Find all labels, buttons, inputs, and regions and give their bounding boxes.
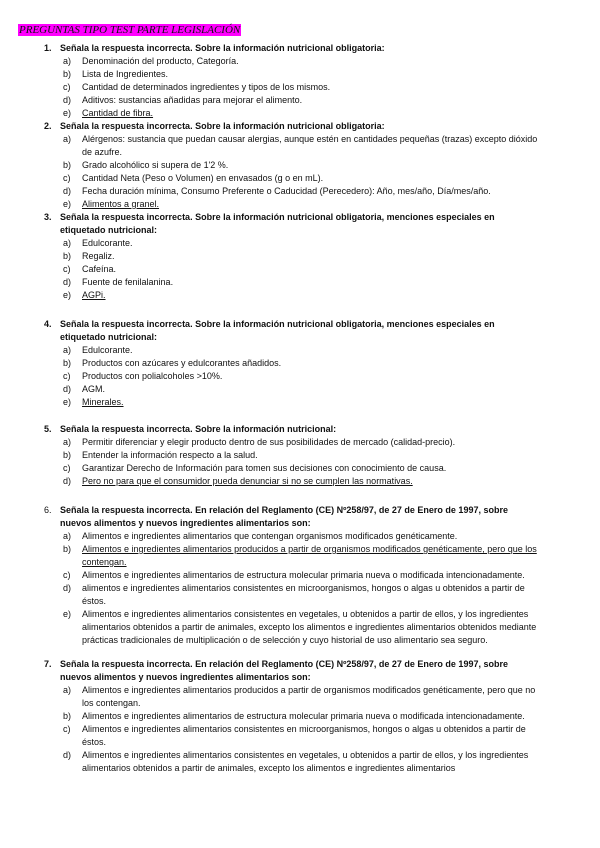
question-stem <box>0 120 540 133</box>
question-stem <box>0 423 540 436</box>
page-title: PREGUNTAS TIPO TEST PARTE LEGISLACIÓN <box>19 24 241 36</box>
option-item <box>0 133 546 159</box>
option-item <box>0 543 546 569</box>
option-text: Minerales. <box>82 397 124 407</box>
option-letter: a) <box>63 345 72 355</box>
question-text: Señala la respuesta incorrecta. Sobre la información nutricional: <box>60 424 337 434</box>
question-stem <box>0 42 540 55</box>
option-item <box>0 263 546 276</box>
option-item <box>0 357 546 370</box>
option-letter: c) <box>63 82 71 92</box>
option-letter: e) <box>63 290 72 300</box>
option-text: Entender la información respecto a la salud. <box>82 450 258 460</box>
option-item <box>0 710 546 723</box>
option-item <box>0 608 546 647</box>
option-letter: d) <box>63 583 72 593</box>
option-letter: d) <box>63 95 72 105</box>
option-text: Alérgenos: sustancia que puedan causar alergias, aunque estén en cantidades pequeñas (trazas) excepto dióxido de azufre. <box>82 134 538 157</box>
option-item <box>0 55 546 68</box>
option-letter: c) <box>63 371 71 381</box>
option-letter: d) <box>63 476 72 486</box>
question-number: 4. <box>44 319 52 329</box>
option-item <box>0 198 546 211</box>
question-2 <box>0 120 600 211</box>
option-letter: a) <box>63 56 72 66</box>
option-item <box>0 449 546 462</box>
option-item <box>0 723 546 749</box>
option-item <box>0 68 546 81</box>
question-stem <box>0 504 540 530</box>
question-text: Señala la respuesta incorrecta. Sobre la información nutricional obligatoria, menciones especiales en etiquetado nutricional: <box>60 212 495 235</box>
option-letter: c) <box>63 724 71 734</box>
option-letter: b) <box>63 69 72 79</box>
option-text: Productos con polialcoholes >10%. <box>82 371 223 381</box>
question-text: Señala la respuesta incorrecta. Sobre la información nutricional obligatoria: <box>60 121 385 131</box>
option-text: Garantizar Derecho de Información para tomen sus decisiones con conocimiento de causa. <box>82 463 447 473</box>
option-text: Alimentos e ingredientes alimentarios de estructura molecular primaria nueva o modificada intencionadamente. <box>82 570 525 580</box>
option-text: Edulcorante. <box>82 345 133 355</box>
question-stem <box>0 318 540 344</box>
question-text: Señala la respuesta incorrecta. En relación del Reglamento (CE) Nº258/97, de 27 de Enero de 1997, sobre nuevos alimentos y nuevos ingredientes alimentarios son: <box>60 659 508 682</box>
option-text: Permitir diferenciar y elegir producto dentro de sus posibilidades de mercado (calidad-precio). <box>82 437 456 447</box>
option-text: Aditivos: sustancias añadidas para mejorar el alimento. <box>82 95 303 105</box>
option-text: AGM. <box>82 384 106 394</box>
option-letter: a) <box>63 685 72 695</box>
question-4 <box>0 318 600 409</box>
option-text: Productos con azúcares y edulcorantes añadidos. <box>82 358 282 368</box>
option-item <box>0 462 546 475</box>
option-item <box>0 94 546 107</box>
option-letter: b) <box>63 711 72 721</box>
option-text: alimentos e ingredientes alimentarios consistentes en microorganismos, hongos o algas u obtenidos a partir de éstos. <box>82 583 525 606</box>
option-letter: b) <box>63 544 72 554</box>
option-letter: d) <box>63 750 72 760</box>
spacer <box>0 488 600 504</box>
option-item <box>0 383 546 396</box>
option-item <box>0 250 546 263</box>
option-item <box>0 107 546 120</box>
option-text: Cantidad Neta (Peso o Volumen) en envasados (g o en mL). <box>82 173 324 183</box>
option-letter: b) <box>63 358 72 368</box>
option-item <box>0 289 546 302</box>
question-5 <box>0 423 600 488</box>
option-item <box>0 530 546 543</box>
question-7 <box>0 658 600 775</box>
option-text: Alimentos a granel. <box>82 199 160 209</box>
spacer <box>0 409 600 423</box>
spacer <box>0 302 600 318</box>
option-item <box>0 370 546 383</box>
option-text: Alimentos e ingredientes alimentarios producidos a partir de organismos modificados genéticamente, pero que no los contengan. <box>82 685 536 708</box>
question-number: 2. <box>44 121 52 131</box>
option-text: Pero no para que el consumidor pueda denunciar si no se cumplen las normativas. <box>82 476 413 486</box>
option-text: Denominación del producto, Categoría. <box>82 56 239 66</box>
option-text: Regaliz. <box>82 251 115 261</box>
question-number: 7. <box>44 659 52 669</box>
option-letter: e) <box>63 108 72 118</box>
option-item <box>0 185 546 198</box>
option-item <box>0 344 546 357</box>
option-text: Cantidad de determinados ingredientes y tipos de los mismos. <box>82 82 331 92</box>
option-text: Edulcorante. <box>82 238 133 248</box>
question-text: Señala la respuesta incorrecta. En relación del Reglamento (CE) Nº258/97, de 27 de Enero de 1997, sobre nuevos alimentos y nuevos ingredientes alimentarios son: <box>60 505 508 528</box>
option-text: Alimentos e ingredientes alimentarios consistentes en vegetales, u obtenidos a partir de ellos, y los ingredientes alimentarios obtenidos a partir de animales, excepto los alimentos e ingredientes alimentarios <box>82 750 529 773</box>
question-number: 6. <box>44 505 52 515</box>
option-letter: d) <box>63 186 72 196</box>
option-text: Fecha duración mínima, Consumo Preferente o Caducidad (Perecedero): Año, mes/año, Día/mes/año. <box>82 186 491 196</box>
question-number: 3. <box>44 212 52 222</box>
option-letter: d) <box>63 277 72 287</box>
option-letter: b) <box>63 160 72 170</box>
option-letter: a) <box>63 531 72 541</box>
question-text: Señala la respuesta incorrecta. Sobre la información nutricional obligatoria: <box>60 43 385 53</box>
option-text: Alimentos e ingredientes alimentarios de estructura molecular primaria nueva o modificada intencionadamente. <box>82 711 525 721</box>
option-item <box>0 396 546 409</box>
question-list <box>0 42 600 775</box>
option-letter: c) <box>63 264 71 274</box>
option-item <box>0 582 546 608</box>
option-text: Grado alcohólico si supera de 1'2 %. <box>82 160 229 170</box>
option-letter: d) <box>63 384 72 394</box>
option-item <box>0 749 546 775</box>
question-1 <box>0 42 600 120</box>
option-item <box>0 475 546 488</box>
option-text: Cafeína. <box>82 264 117 274</box>
option-letter: b) <box>63 251 72 261</box>
question-3 <box>0 211 600 302</box>
option-letter: a) <box>63 437 72 447</box>
option-text: Alimentos e ingredientes alimentarios consistentes en microorganismos, hongos o algas u obtenidos a partir de éstos. <box>82 724 526 747</box>
question-stem <box>0 211 540 237</box>
question-number: 5. <box>44 424 52 434</box>
option-letter: b) <box>63 450 72 460</box>
question-number: 1. <box>44 43 52 53</box>
option-text: Alimentos e ingredientes alimentarios que contengan organismos modificados genéticamente. <box>82 531 458 541</box>
option-letter: c) <box>63 463 71 473</box>
option-letter: a) <box>63 134 72 144</box>
option-item <box>0 436 546 449</box>
option-item <box>0 276 546 289</box>
option-item <box>0 159 546 172</box>
option-text: Alimentos e ingredientes alimentarios consistentes en vegetales, u obtenidos a partir de ellos, y los ingredientes alimentarios obtenidos a partir de animales, excepto los alimentos e ingredientes alimentarios obtenidos mediante prácticas tradicionales de multiplicación o de selección y cuyo historial de uso alimentario sea seguro. <box>82 609 537 645</box>
option-letter: a) <box>63 238 72 248</box>
option-text: Lista de Ingredientes. <box>82 69 169 79</box>
option-letter: c) <box>63 173 71 183</box>
option-letter: e) <box>63 199 72 209</box>
option-item <box>0 81 546 94</box>
question-stem <box>0 658 540 684</box>
option-text: Fuente de fenilalanina. <box>82 277 174 287</box>
option-text: AGPi. <box>82 290 106 300</box>
question-6 <box>0 504 600 647</box>
option-text: Cantidad de fibra. <box>82 108 154 118</box>
option-item <box>0 569 546 582</box>
spacer <box>0 647 600 658</box>
option-item <box>0 172 546 185</box>
option-item <box>0 237 546 250</box>
option-letter: e) <box>63 397 72 407</box>
option-letter: c) <box>63 570 71 580</box>
question-text: Señala la respuesta incorrecta. Sobre la información nutricional obligatoria, menciones especiales en etiquetado nutricional: <box>60 319 495 342</box>
option-text: Alimentos e ingredientes alimentarios producidos a partir de organismos modificados genéticamente, pero que los contengan. <box>82 544 537 567</box>
option-letter: e) <box>63 609 72 619</box>
option-item <box>0 684 546 710</box>
